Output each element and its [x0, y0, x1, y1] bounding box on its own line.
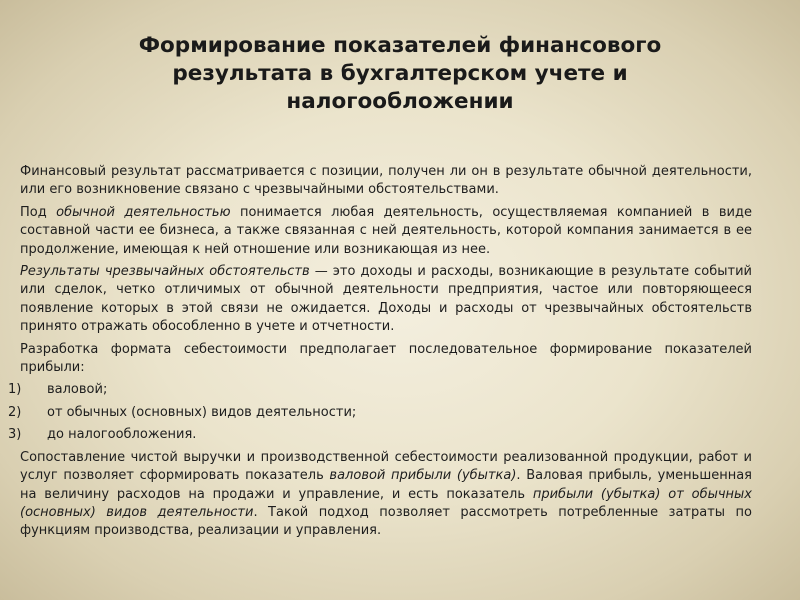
term-extraordinary-results: Результаты чрезвычайных обстоятельств — [20, 264, 310, 280]
text-run: понимается любая деятельность, осуществляемая компанией в виде составной части ее бизнеса, а также связанная с ней деятельность, которой компания занимается в ее продолжение, имеющая к ней отношение или возникающая из нее. — [20, 204, 752, 257]
list-number: 2) — [8, 404, 22, 420]
list-text: до налогообложения. — [47, 427, 197, 443]
list-item — [8, 381, 752, 399]
paragraph-financial-result: Финансовый результат рассматривается с позиции, получен ли он в результате обычной деятельности, или его возникновение связано с чрезвычайными обстоятельствами. — [20, 164, 752, 198]
term-ordinary-profit: прибыли (убытка) от обычных (основных) видов деятельности — [20, 486, 753, 520]
slide-title — [60, 32, 740, 116]
list-item — [8, 404, 752, 422]
text-run: — это доходы и расходы, возникающие в результате событий или сделок, четко отличимых от обычной деятельности предприятия, частое или повторяющееся появление которых в этой связи не ожидается. Доходы и расходы от чрезвычайных обстоятельств принято отражать обособленно в учете и отчетности. — [20, 264, 752, 335]
title-line: Формирование показателей финансового — [138, 33, 662, 58]
list-number: 3) — [8, 427, 22, 443]
text-run: Под — [20, 204, 57, 220]
paragraph-gross-profit — [20, 449, 752, 541]
list-item — [8, 426, 752, 444]
title-line: результата в бухгалтерском учете и — [172, 61, 628, 86]
list-number: 1) — [8, 382, 22, 398]
title-line: налогообложении — [286, 89, 514, 114]
paragraph-extraordinary — [20, 263, 752, 337]
text-run: Сопоставление чистой выручки и производственной себестоимости реализованной продукции, работ и услуг позволяет сформировать показатель — [20, 449, 752, 484]
term-ordinary-activity: обычной деятельностью — [56, 204, 231, 220]
slide-body — [8, 163, 753, 545]
paragraph-cost-format: Разработка формата себестоимости предполагает последовательное формирование показателей прибыли: — [20, 341, 752, 376]
text-run: . Валовая прибыль, уменьшенная на величину расходов на продажи и управление, и есть показатель — [20, 468, 753, 502]
list-text: валовой; — [47, 382, 108, 398]
paragraph-ordinary-activity — [20, 204, 752, 259]
text-run: . Такой подход позволяет рассмотреть потребленные затраты по функциям производства, реализации и управления. — [20, 504, 752, 539]
list-text: от обычных (основных) видов деятельности; — [47, 404, 357, 420]
term-gross-profit: валовой прибыли (убытка) — [329, 468, 517, 484]
profit-indicators-list — [8, 381, 752, 444]
